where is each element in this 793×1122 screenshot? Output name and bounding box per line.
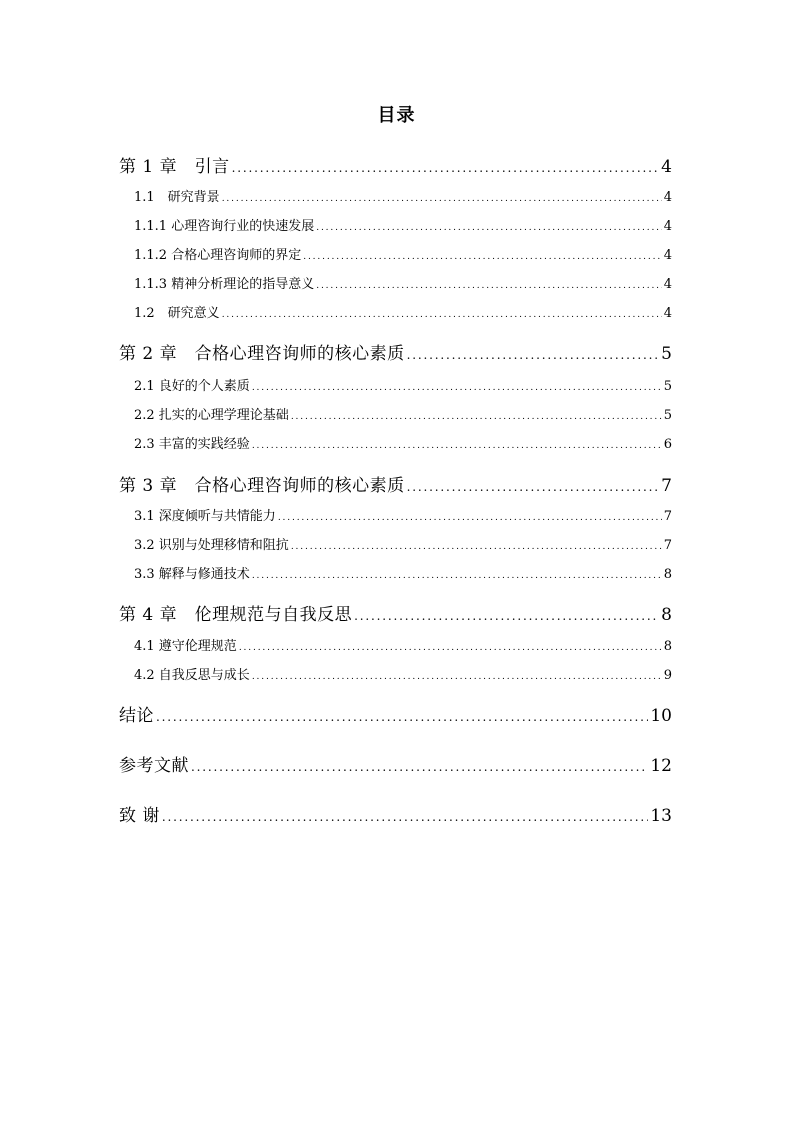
dot-leader [354, 604, 659, 627]
toc-entry-label: 4.2 自我反思与成长 [134, 668, 250, 683]
toc-entry-label: 1.1 研究背景 [134, 190, 220, 205]
toc-entry-chapter-2[interactable] [119, 343, 672, 366]
dot-leader [316, 218, 662, 237]
toc-entry-page: 7 [663, 538, 672, 553]
toc-entry-conclusion[interactable] [119, 705, 672, 728]
toc-entry-page: 8 [661, 605, 672, 625]
toc-entry-label: 1.2 研究意义 [134, 306, 220, 321]
toc-entry-page: 7 [661, 476, 672, 496]
dot-leader [291, 407, 662, 426]
toc-entry-page: 4 [663, 277, 672, 292]
toc-entry-label: 1.1.1 心理咨询行业的快速发展 [134, 219, 315, 234]
toc-entry-label: 第 1 章 引言 [119, 157, 230, 177]
dot-leader [232, 156, 660, 179]
dot-leader [407, 475, 660, 498]
toc-entry-page: 10 [650, 706, 672, 726]
toc-entry-3-1[interactable] [134, 508, 672, 527]
toc-entry-page: 5 [663, 379, 672, 394]
toc-entry-page: 7 [663, 509, 672, 524]
toc-entry-label: 致 谢 [119, 806, 160, 826]
toc-entry-chapter-1[interactable] [119, 156, 672, 179]
toc-entry-page: 4 [663, 190, 672, 205]
toc-entry-acknowledgements[interactable] [119, 805, 672, 828]
toc-entry-1-1-2[interactable] [134, 247, 672, 266]
toc-entry-2-1[interactable] [134, 378, 672, 397]
dot-leader [239, 638, 662, 657]
dot-leader [252, 378, 662, 397]
toc-entry-4-2[interactable] [134, 667, 672, 686]
toc-entry-page: 8 [663, 567, 672, 582]
toc-entry-2-3[interactable] [134, 436, 672, 455]
toc-entry-references[interactable] [119, 755, 672, 778]
toc-entry-label: 2.2 扎实的心理学理论基础 [134, 408, 289, 423]
dot-leader [156, 705, 648, 728]
toc-entry-page: 4 [663, 248, 672, 263]
dot-leader [252, 436, 662, 455]
toc-entry-page: 8 [663, 639, 672, 654]
dot-leader [222, 305, 662, 324]
toc-entry-label: 结论 [119, 706, 154, 726]
toc-entry-4-1[interactable] [134, 638, 672, 657]
toc-entry-label: 1.1.2 合格心理咨询师的界定 [134, 248, 302, 263]
dot-leader [291, 537, 662, 556]
toc-entry-page: 6 [663, 437, 672, 452]
toc-entry-page: 4 [663, 219, 672, 234]
toc-entry-label: 3.3 解释与修通技术 [134, 567, 250, 582]
toc-entry-chapter-4[interactable] [119, 604, 672, 627]
toc-entry-1-2[interactable] [134, 305, 672, 324]
toc-entry-label: 4.1 遵守伦理规范 [134, 639, 237, 654]
toc-entry-3-2[interactable] [134, 537, 672, 556]
toc-entry-label: 第 2 章 合格心理咨询师的核心素质 [119, 344, 405, 364]
toc-entry-2-2[interactable] [134, 407, 672, 426]
toc-entry-label: 3.1 深度倾听与共情能力 [134, 509, 276, 524]
toc-entry-page: 13 [650, 806, 672, 826]
toc-entry-label: 参考文献 [119, 756, 189, 776]
toc-entry-page: 9 [663, 668, 672, 683]
dot-leader [316, 276, 662, 295]
toc-entry-page: 4 [663, 306, 672, 321]
toc-entry-page: 5 [663, 408, 672, 423]
toc-entry-page: 12 [650, 756, 672, 776]
toc-entry-page: 5 [661, 344, 672, 364]
toc-entry-label: 第 3 章 合格心理咨询师的核心素质 [119, 476, 405, 496]
dot-leader [407, 343, 660, 366]
dot-leader [278, 508, 662, 527]
toc-entry-label: 3.2 识别与处理移情和阻抗 [134, 538, 289, 553]
dot-leader [222, 189, 662, 208]
toc-entry-page: 4 [661, 157, 672, 177]
dot-leader [191, 755, 648, 778]
toc-entry-1-1[interactable] [134, 189, 672, 208]
toc-entry-label: 第 4 章 伦理规范与自我反思 [119, 605, 353, 625]
toc-entry-label: 2.3 丰富的实践经验 [134, 437, 250, 452]
toc-entry-1-1-3[interactable] [134, 276, 672, 295]
toc-entry-chapter-3[interactable] [119, 475, 672, 498]
toc-entry-3-3[interactable] [134, 566, 672, 585]
dot-leader [252, 667, 662, 686]
dot-leader [303, 247, 662, 266]
toc-entry-1-1-1[interactable] [134, 218, 672, 237]
toc-entry-label: 1.1.3 精神分析理论的指导意义 [134, 277, 315, 292]
toc-title: 目录 [377, 105, 416, 126]
toc-entry-label: 2.1 良好的个人素质 [134, 379, 250, 394]
dot-leader [162, 805, 648, 828]
dot-leader [252, 566, 662, 585]
